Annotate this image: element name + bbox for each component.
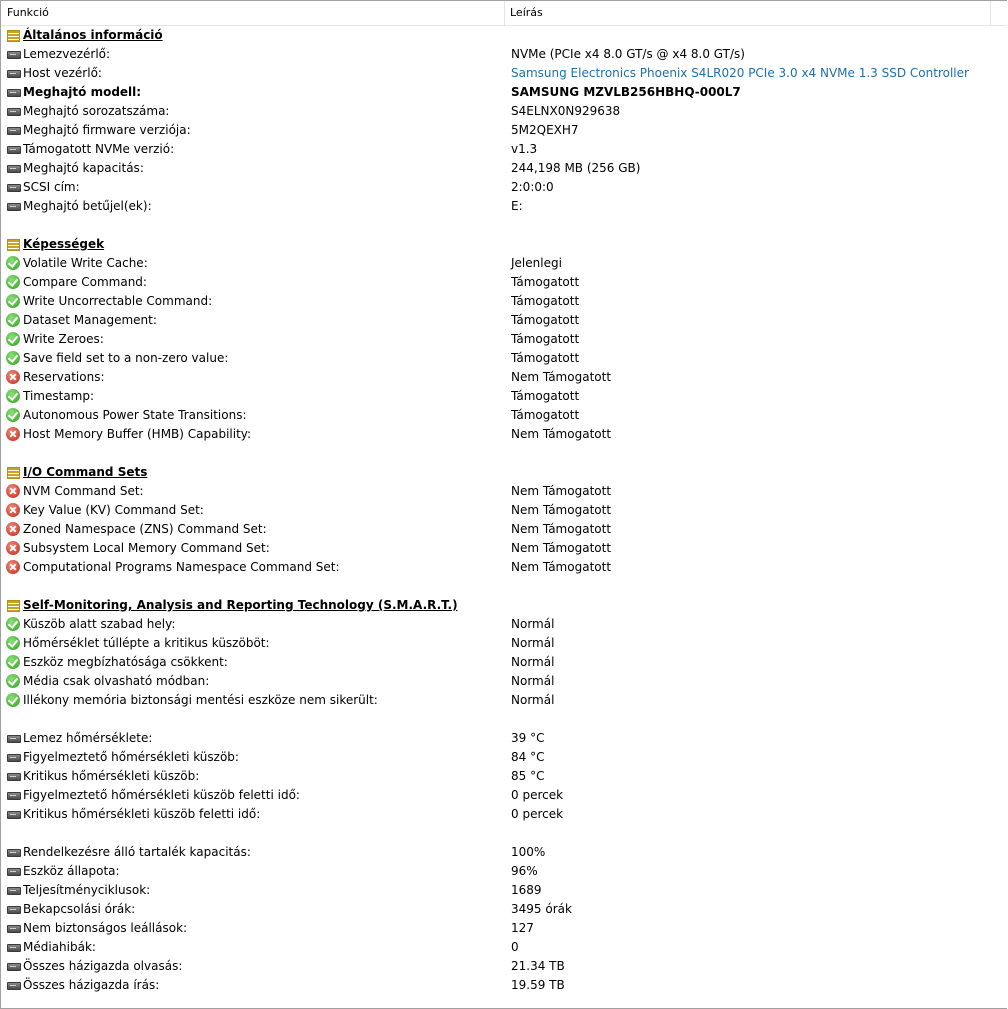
property-label: Volatile Write Cache: xyxy=(23,256,148,270)
property-label: Meghajtó kapacitás: xyxy=(23,161,144,175)
section-icon xyxy=(6,237,20,251)
column-divider[interactable] xyxy=(504,1,505,25)
list-item[interactable] xyxy=(1,881,1007,900)
section-header[interactable] xyxy=(1,235,1007,254)
property-value: Nem Támogatott xyxy=(511,522,612,536)
property-value: Támogatott xyxy=(511,275,580,289)
property-label: Média csak olvasható módban: xyxy=(23,674,210,688)
drive-icon xyxy=(6,940,20,954)
list-item[interactable] xyxy=(1,197,1007,216)
spacer xyxy=(1,444,1007,463)
property-label: NVM Command Set: xyxy=(23,484,144,498)
list-item[interactable] xyxy=(1,862,1007,881)
list-item[interactable] xyxy=(1,387,1007,406)
list-item[interactable] xyxy=(1,691,1007,710)
property-value: S4ELNX0N929638 xyxy=(511,104,621,118)
property-value: 0 percek xyxy=(511,788,564,802)
property-value: Támogatott xyxy=(511,332,580,346)
property-value: v1.3 xyxy=(511,142,538,156)
property-label: Subsystem Local Memory Command Set: xyxy=(23,541,270,555)
drive-icon xyxy=(6,845,20,859)
list-item[interactable] xyxy=(1,957,1007,976)
property-value: 39 °C xyxy=(511,731,545,745)
property-label: Meghajtó modell: xyxy=(23,85,142,99)
error-icon xyxy=(6,370,20,384)
list-item[interactable] xyxy=(1,501,1007,520)
property-value: 3495 órák xyxy=(511,902,572,916)
property-value: 1689 xyxy=(511,883,542,897)
column-header xyxy=(1,1,1007,26)
property-value: Normál xyxy=(511,674,555,688)
list-item[interactable] xyxy=(1,273,1007,292)
list-item[interactable] xyxy=(1,406,1007,425)
property-value: NVMe (PCIe x4 8.0 GT/s @ x4 8.0 GT/s) xyxy=(511,47,745,61)
list-item[interactable] xyxy=(1,748,1007,767)
drive-icon xyxy=(6,769,20,783)
spacer xyxy=(1,577,1007,596)
property-label: Támogatott NVMe verzió: xyxy=(23,142,175,156)
list-item[interactable] xyxy=(1,121,1007,140)
drive-icon xyxy=(6,921,20,935)
section-title: I/O Command Sets xyxy=(23,465,148,479)
list-item[interactable] xyxy=(1,368,1007,387)
drive-icon xyxy=(6,47,20,61)
check-icon xyxy=(6,332,20,346)
list-item[interactable] xyxy=(1,102,1007,121)
drive-icon xyxy=(6,104,20,118)
list-item[interactable] xyxy=(1,140,1007,159)
property-label: Meghajtó firmware verziója: xyxy=(23,123,191,137)
property-label: Zoned Namespace (ZNS) Command Set: xyxy=(23,522,267,536)
property-value: 244,198 MB (256 GB) xyxy=(511,161,641,175)
section-header[interactable] xyxy=(1,26,1007,45)
property-label: Figyelmeztető hőmérsékleti küszöb: xyxy=(23,750,239,764)
list-item[interactable] xyxy=(1,729,1007,748)
property-value: 2:0:0:0 xyxy=(511,180,554,194)
list-item[interactable] xyxy=(1,45,1007,64)
spacer xyxy=(1,216,1007,235)
error-icon xyxy=(6,560,20,574)
drive-icon xyxy=(6,123,20,137)
check-icon xyxy=(6,351,20,365)
property-label: Kritikus hőmérsékleti küszöb feletti idő: xyxy=(23,807,261,821)
list-item[interactable] xyxy=(1,64,1007,83)
property-label: Dataset Management: xyxy=(23,313,157,327)
list-item[interactable] xyxy=(1,254,1007,273)
drive-icon xyxy=(6,142,20,156)
list-item[interactable] xyxy=(1,900,1007,919)
property-value: Nem Támogatott xyxy=(511,560,612,574)
property-label: Eszköz állapota: xyxy=(23,864,120,878)
drive-icon xyxy=(6,978,20,992)
property-label: Összes házigazda írás: xyxy=(23,978,160,992)
property-value: Nem Támogatott xyxy=(511,484,612,498)
property-label: Összes házigazda olvasás: xyxy=(23,959,183,973)
property-value: Támogatott xyxy=(511,351,580,365)
property-value: 21.34 TB xyxy=(511,959,565,973)
property-label: Timestamp: xyxy=(23,389,95,403)
list-item[interactable] xyxy=(1,311,1007,330)
drive-icon xyxy=(6,85,20,99)
drive-icon xyxy=(6,883,20,897)
check-icon xyxy=(6,313,20,327)
spacer xyxy=(1,710,1007,729)
check-icon xyxy=(6,408,20,422)
section-icon xyxy=(6,465,20,479)
property-label: Autonomous Power State Transitions: xyxy=(23,408,247,422)
property-value: Normál xyxy=(511,617,555,631)
check-icon xyxy=(6,617,20,631)
error-icon xyxy=(6,484,20,498)
property-label: Key Value (KV) Command Set: xyxy=(23,503,204,517)
property-value: Jelenlegi xyxy=(511,256,562,270)
property-label: Nem biztonságos leállások: xyxy=(23,921,188,935)
column-header-description[interactable]: Leírás xyxy=(510,6,543,19)
property-value: Nem Támogatott xyxy=(511,503,612,517)
property-value: Normál xyxy=(511,655,555,669)
property-label: Lemezvezérlő: xyxy=(23,47,111,61)
property-value: E: xyxy=(511,199,523,213)
property-label: Médiahibák: xyxy=(23,940,96,954)
section-header[interactable] xyxy=(1,596,1007,615)
drive-icon xyxy=(6,864,20,878)
property-value: Támogatott xyxy=(511,313,580,327)
property-value: Nem Támogatott xyxy=(511,541,612,555)
property-label: Reservations: xyxy=(23,370,105,384)
property-label: Write Zeroes: xyxy=(23,332,104,346)
column-header-function[interactable]: Funkció xyxy=(7,6,49,19)
list-item[interactable] xyxy=(1,349,1007,368)
list-item[interactable] xyxy=(1,425,1007,444)
drive-icon xyxy=(6,959,20,973)
section-title: Self-Monitoring, Analysis and Reporting Technology (S.M.A.R.T.) xyxy=(23,598,458,612)
property-label: Bekapcsolási órák: xyxy=(23,902,136,916)
list-item[interactable] xyxy=(1,976,1007,995)
property-label: Compare Command: xyxy=(23,275,147,289)
property-value: 96% xyxy=(511,864,538,878)
list-item[interactable] xyxy=(1,786,1007,805)
list-item[interactable] xyxy=(1,83,1007,102)
property-label: Save field set to a non-zero value: xyxy=(23,351,229,365)
error-icon xyxy=(6,503,20,517)
check-icon xyxy=(6,389,20,403)
list-item[interactable] xyxy=(1,520,1007,539)
spacer xyxy=(1,824,1007,843)
column-divider[interactable] xyxy=(990,1,991,25)
error-icon xyxy=(6,522,20,536)
drive-icon xyxy=(6,161,20,175)
property-label: Teljesítményciklusok: xyxy=(23,883,151,897)
property-label: Host Memory Buffer (HMB) Capability: xyxy=(23,427,252,441)
list-item[interactable] xyxy=(1,672,1007,691)
check-icon xyxy=(6,275,20,289)
property-value: Normál xyxy=(511,693,555,707)
check-icon xyxy=(6,294,20,308)
section-title: Képességek xyxy=(23,237,105,251)
error-icon xyxy=(6,541,20,555)
property-value: Nem Támogatott xyxy=(511,370,612,384)
property-value: Támogatott xyxy=(511,408,580,422)
property-label: Rendelkezésre álló tartalék kapacitás: xyxy=(23,845,251,859)
drive-icon xyxy=(6,731,20,745)
property-label: Computational Programs Namespace Command Set: xyxy=(23,560,340,574)
property-value: 0 percek xyxy=(511,807,564,821)
list-item[interactable] xyxy=(1,159,1007,178)
list-item[interactable] xyxy=(1,634,1007,653)
drive-icon xyxy=(6,788,20,802)
list-item[interactable] xyxy=(1,292,1007,311)
list-item[interactable] xyxy=(1,558,1007,577)
list-item[interactable] xyxy=(1,843,1007,862)
property-label: SCSI cím: xyxy=(23,180,80,194)
property-value: Támogatott xyxy=(511,389,580,403)
check-icon xyxy=(6,674,20,688)
property-label: Host vezérlő: xyxy=(23,66,102,80)
list-item[interactable] xyxy=(1,919,1007,938)
property-label: Meghajtó sorozatszáma: xyxy=(23,104,170,118)
check-icon xyxy=(6,256,20,270)
drive-icon xyxy=(6,199,20,213)
list-item[interactable] xyxy=(1,615,1007,634)
list-item[interactable] xyxy=(1,653,1007,672)
drive-icon xyxy=(6,180,20,194)
property-value: Támogatott xyxy=(511,294,580,308)
drive-icon xyxy=(6,807,20,821)
list-item[interactable] xyxy=(1,767,1007,786)
list-item[interactable] xyxy=(1,938,1007,957)
property-label: Write Uncorrectable Command: xyxy=(23,294,213,308)
property-value-link[interactable]: Samsung Electronics Phoenix S4LR020 PCIe 3.0 x4 NVMe 1.3 SSD Controller xyxy=(511,66,969,80)
property-label: Illékony memória biztonsági mentési eszköze nem sikerült: xyxy=(23,693,378,707)
section-title: Általános információ xyxy=(23,28,163,42)
property-label: Lemez hőmérséklete: xyxy=(23,731,153,745)
drive-icon xyxy=(6,902,20,916)
property-label: Kritikus hőmérsékleti küszöb: xyxy=(23,769,200,783)
property-value: 85 °C xyxy=(511,769,545,783)
property-label: Meghajtó betűjel(ek): xyxy=(23,199,152,213)
check-icon xyxy=(6,655,20,669)
error-icon xyxy=(6,427,20,441)
property-label: Küszöb alatt szabad hely: xyxy=(23,617,176,631)
property-label: Figyelmeztető hőmérsékleti küszöb feletti idő: xyxy=(23,788,300,802)
property-value: 84 °C xyxy=(511,750,545,764)
section-icon xyxy=(6,28,20,42)
drive-icon xyxy=(6,66,20,80)
list-item[interactable] xyxy=(1,330,1007,349)
property-label: Eszköz megbízhatósága csökkent: xyxy=(23,655,228,669)
property-list xyxy=(1,26,1007,995)
property-value: Normál xyxy=(511,636,555,650)
section-icon xyxy=(6,598,20,612)
drive-icon xyxy=(6,750,20,764)
property-value: Nem Támogatott xyxy=(511,427,612,441)
list-item[interactable] xyxy=(1,178,1007,197)
property-value: SAMSUNG MZVLB256HBHQ-000L7 xyxy=(511,85,741,99)
list-item[interactable] xyxy=(1,539,1007,558)
list-item[interactable] xyxy=(1,482,1007,501)
check-icon xyxy=(6,693,20,707)
section-header[interactable] xyxy=(1,463,1007,482)
property-value: 19.59 TB xyxy=(511,978,565,992)
list-item[interactable] xyxy=(1,805,1007,824)
property-value: 127 xyxy=(511,921,534,935)
check-icon xyxy=(6,636,20,650)
property-value: 5M2QEXH7 xyxy=(511,123,579,137)
property-value: 100% xyxy=(511,845,546,859)
property-label: Hőmérséklet túllépte a kritikus küszöböt: xyxy=(23,636,270,650)
property-value: 0 xyxy=(511,940,519,954)
